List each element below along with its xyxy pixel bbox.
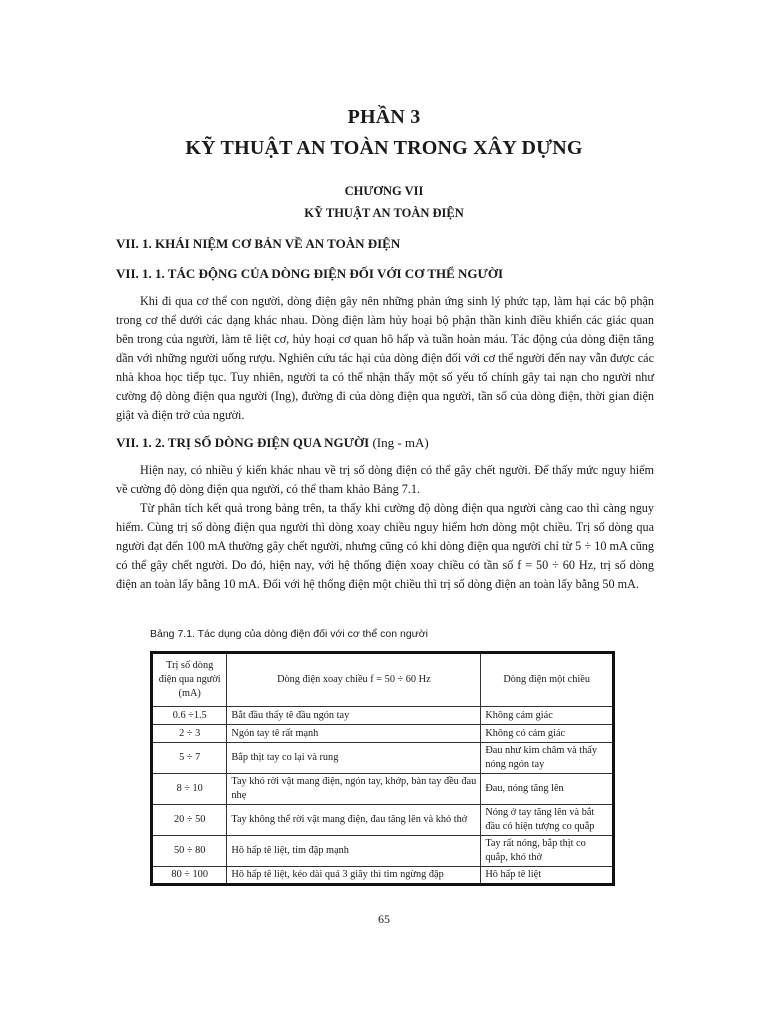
table-cell-dc: Không cảm giác bbox=[481, 707, 614, 725]
table-cell-current: 50 ÷ 80 bbox=[152, 836, 227, 867]
chapter-number: CHƯƠNG VII bbox=[344, 184, 424, 198]
current-effects-table bbox=[150, 651, 615, 886]
table-cell-current: 20 ÷ 50 bbox=[152, 805, 227, 836]
page-number: 65 bbox=[378, 912, 390, 926]
section-heading-1-2-text: VII. 1. 2. TRỊ SỐ DÒNG ĐIỆN QUA NGƯỜI bbox=[116, 435, 370, 450]
table-row bbox=[152, 867, 614, 885]
part-number: PHẦN 3 bbox=[347, 106, 421, 128]
table-cell-ac: Hô hấp tê liệt, kéo dài quá 3 giây thì tim ngừng đập bbox=[227, 867, 481, 885]
table-cell-dc: Không có cảm giác bbox=[481, 725, 614, 743]
table-row bbox=[152, 743, 614, 774]
table-cell-current: 5 ÷ 7 bbox=[152, 743, 227, 774]
table-cell-current: 0.6 ÷1.5 bbox=[152, 707, 227, 725]
table-cell-dc: Nóng ở tay tăng lên và bắt đầu có hiện tượng co quắp bbox=[481, 805, 614, 836]
table-cell-current: 2 ÷ 3 bbox=[152, 725, 227, 743]
part-title: KỸ THUẬT AN TOÀN TRONG XÂY DỰNG bbox=[185, 137, 583, 159]
table-cell-ac: Bắp thịt tay co lại và rung bbox=[227, 743, 481, 774]
table-cell-dc: Hô hấp tê liệt bbox=[481, 867, 614, 885]
table-row bbox=[152, 836, 614, 867]
table-header-current: Trị số dòng điện qua người (mA) bbox=[152, 653, 227, 707]
section-heading-1: VII. 1. KHÁI NIỆM CƠ BẢN VỀ AN TOÀN ĐIỆN bbox=[116, 236, 401, 251]
table-caption: Bảng 7.1. Tác dụng của dòng điện đối với cơ thể con người bbox=[150, 628, 428, 640]
table-row bbox=[152, 707, 614, 725]
table-row bbox=[152, 725, 614, 743]
table-header-ac: Dòng điện xoay chiều f = 50 ÷ 60 Hz bbox=[227, 653, 481, 707]
section-heading-1-1: VII. 1. 1. TÁC ĐỘNG CỦA DÒNG ĐIỆN ĐỐI VỚI CƠ THỂ NGƯỜI bbox=[116, 266, 504, 281]
paragraph-current-values: Hiện nay, có nhiều ý kiến khác nhau về trị số dòng điện có thể gây chết người. Để thấy mức nguy hiểm về cường độ dòng điện qua người, có thể tham khảo Bảng 7.1. bbox=[116, 463, 654, 496]
table-header-dc: Dòng điện một chiều bbox=[481, 653, 614, 707]
table-cell-ac: Hô hấp tê liệt, tim đập mạnh bbox=[227, 836, 481, 867]
table-cell-ac: Tay khó rời vật mang điện, ngón tay, khớp, bàn tay đều đau nhẹ bbox=[227, 774, 481, 805]
table-row bbox=[152, 774, 614, 805]
section-heading-1-2 bbox=[116, 435, 429, 451]
table-header-row bbox=[152, 653, 614, 707]
section-heading-unit: (Ing - mA) bbox=[372, 435, 429, 450]
chapter-title: KỸ THUẬT AN TOÀN ĐIỆN bbox=[304, 206, 464, 220]
table-cell-ac: Tay không thể rời vật mang điện, đau tăng lên và khó thở bbox=[227, 805, 481, 836]
table-cell-dc: Đau như kim châm và thấy nóng ngón tay bbox=[481, 743, 614, 774]
table-row bbox=[152, 805, 614, 836]
table-cell-ac: Ngón tay tê rất mạnh bbox=[227, 725, 481, 743]
table-cell-dc: Đau, nóng tăng lên bbox=[481, 774, 614, 805]
table-cell-current: 80 ÷ 100 bbox=[152, 867, 227, 885]
paragraph-electric-effects: Khi đi qua cơ thể con người, dòng điện gây nên những phản ứng sinh lý phức tạp, làm hại các bộ phận trong cơ thể dưới các dạng khác nhau. Dòng điện làm hủy hoại bộ phận thần kinh điều khiển các giác quan bên trong của người, làm tê liệt cơ, hủy hoại cơ quan hô hấp và tuần hoàn máu. Tác động của dòng điện tăng dần với những người uống rượu. Nghiên cứu tác hại của dòng điện đối với cơ thể người đến nay vẫn được các nhà khoa học tiếp tục. Tuy nhiên, người ta có thể nhận thấy một số yếu tố chính gây tai nạn cho người như cường độ dòng điện qua người (Ing), đường đi của dòng điện qua người, tần số của dòng điện, thời gian điện giật và điện trở của người. bbox=[116, 294, 654, 422]
table-cell-dc: Tay rất nóng, bắp thịt co quắp, khó thở bbox=[481, 836, 614, 867]
table-cell-current: 8 ÷ 10 bbox=[152, 774, 227, 805]
paragraph-analysis: Từ phân tích kết quả trong bảng trên, ta thấy khi cường độ dòng điện qua người càng cao thì càng nguy hiểm. Cùng trị số dòng điện qua người thì dòng xoay chiều nguy hiểm hơn dòng một chiều. Trị số dòng qua người đạt đến 100 mA thường gây chết người, nhưng cũng có khi dòng điện qua người chỉ từ 5 ÷ 10 mA cũng có thể gây chết người. Do đó, hiện nay, với hệ thống điện xoay chiều có tần số f = 50 ÷ 60 Hz, trị số dòng điện an toàn lấy bằng 10 mA. Đối với hệ thống điện một chiều thì trị số dòng điện an toàn lấy bằng 50 mA. bbox=[116, 501, 654, 591]
table-cell-ac: Bắt đầu thấy tê đầu ngón tay bbox=[227, 707, 481, 725]
